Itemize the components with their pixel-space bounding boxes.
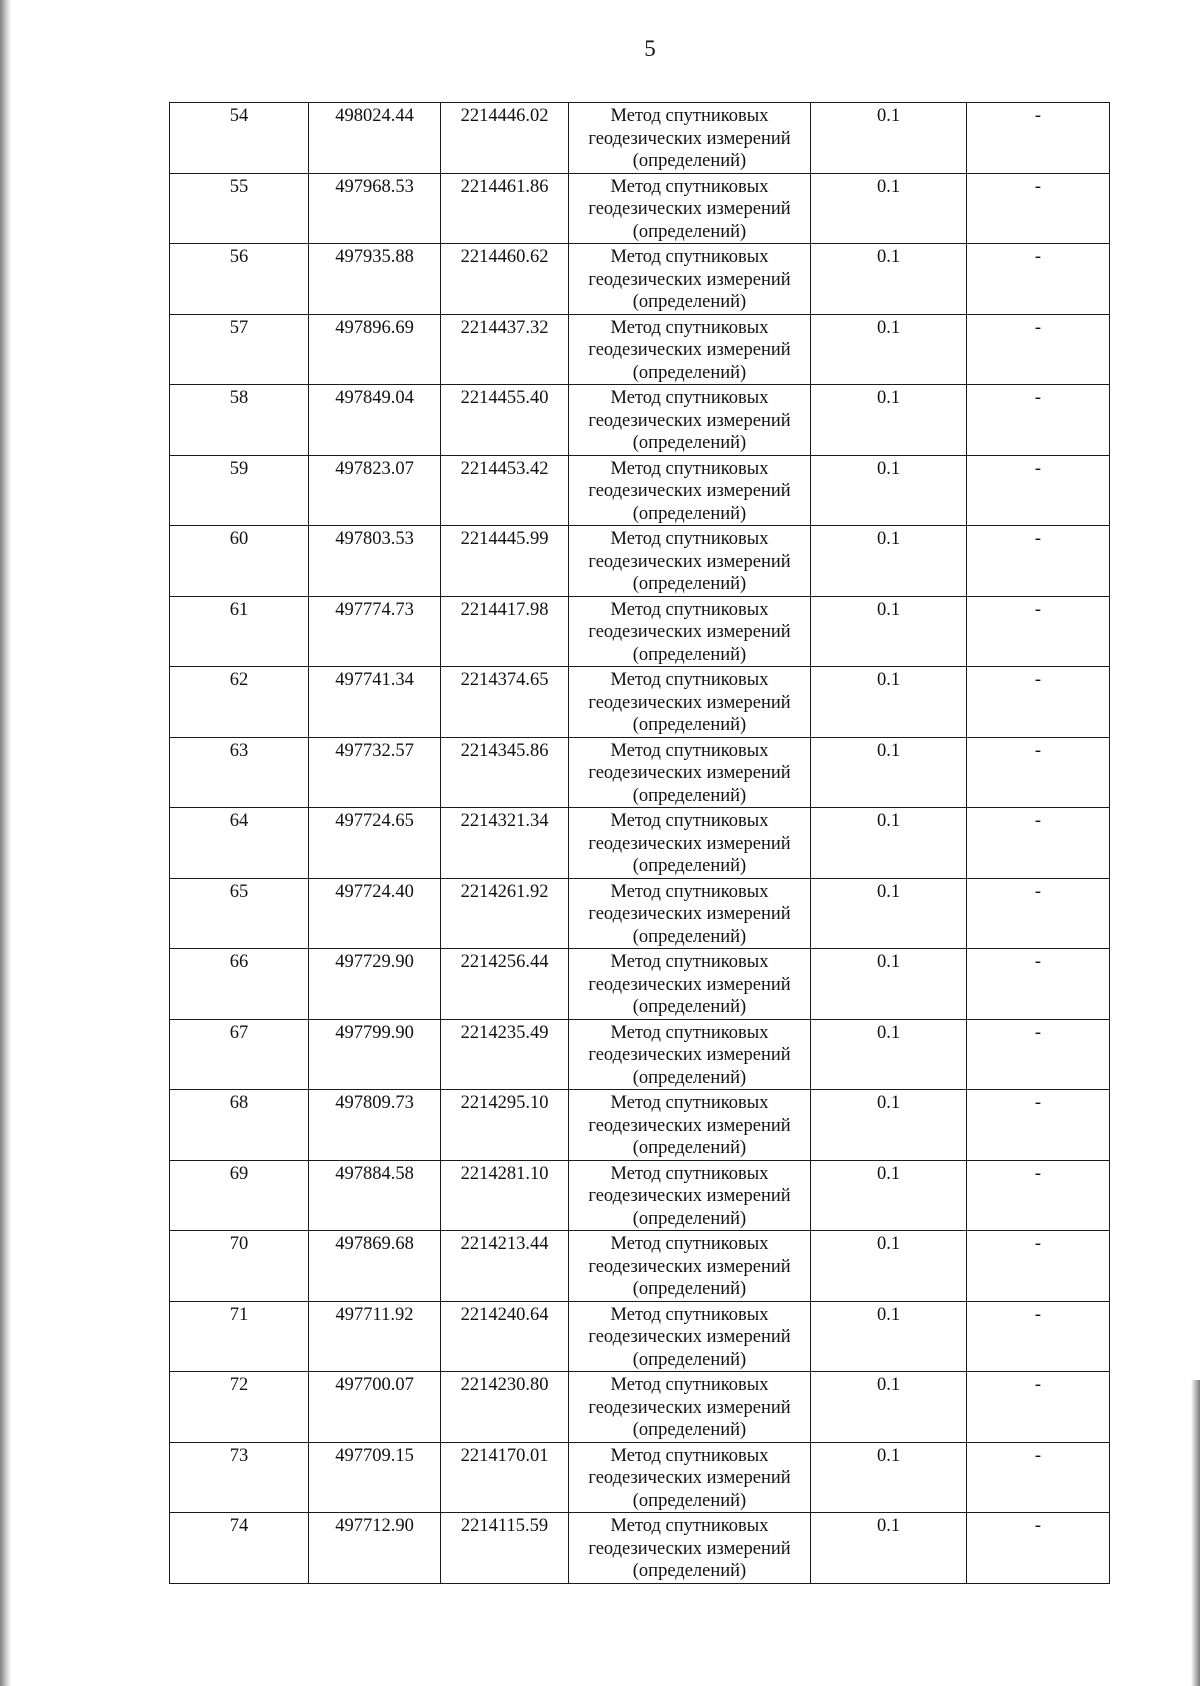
accuracy-cell: 0.1 [811, 103, 967, 174]
y-coordinate-cell: 2214437.32 [441, 314, 569, 385]
accuracy-cell: 0.1 [811, 1090, 967, 1161]
table-row [170, 385, 1110, 456]
note-cell: - [967, 1231, 1110, 1302]
table-row [170, 1019, 1110, 1090]
note-cell: - [967, 1301, 1110, 1372]
note-cell: - [967, 949, 1110, 1020]
table-row [170, 949, 1110, 1020]
method-cell: Метод спутниковых геодезических измерений (определений) [569, 1160, 811, 1231]
note-cell: - [967, 1160, 1110, 1231]
note-cell: - [967, 314, 1110, 385]
point-number-cell: 54 [170, 103, 309, 174]
y-coordinate-cell: 2214230.80 [441, 1372, 569, 1443]
x-coordinate-cell: 497700.07 [309, 1372, 441, 1443]
x-coordinate-cell: 497732.57 [309, 737, 441, 808]
y-coordinate-cell: 2214417.98 [441, 596, 569, 667]
table-row [170, 1513, 1110, 1584]
method-cell: Метод спутниковых геодезических измерений (определений) [569, 1090, 811, 1161]
y-coordinate-cell: 2214213.44 [441, 1231, 569, 1302]
note-cell: - [967, 1442, 1110, 1513]
accuracy-cell: 0.1 [811, 455, 967, 526]
point-number-cell: 58 [170, 385, 309, 456]
method-cell: Метод спутниковых геодезических измерений (определений) [569, 103, 811, 174]
note-cell: - [967, 737, 1110, 808]
x-coordinate-cell: 497849.04 [309, 385, 441, 456]
accuracy-cell: 0.1 [811, 808, 967, 879]
point-number-cell: 69 [170, 1160, 309, 1231]
table-row [170, 596, 1110, 667]
x-coordinate-cell: 497809.73 [309, 1090, 441, 1161]
x-coordinate-cell: 497741.34 [309, 667, 441, 738]
x-coordinate-cell: 497869.68 [309, 1231, 441, 1302]
table-row [170, 1372, 1110, 1443]
coordinates-table-body [170, 103, 1110, 1584]
accuracy-cell: 0.1 [811, 1372, 967, 1443]
note-cell: - [967, 808, 1110, 879]
y-coordinate-cell: 2214455.40 [441, 385, 569, 456]
method-cell: Метод спутниковых геодезических измерений (определений) [569, 385, 811, 456]
method-cell: Метод спутниковых геодезических измерений (определений) [569, 173, 811, 244]
point-number-cell: 57 [170, 314, 309, 385]
x-coordinate-cell: 497774.73 [309, 596, 441, 667]
note-cell: - [967, 244, 1110, 315]
method-cell: Метод спутниковых геодезических измерений (определений) [569, 1513, 811, 1584]
point-number-cell: 73 [170, 1442, 309, 1513]
table-row [170, 667, 1110, 738]
table-row [170, 878, 1110, 949]
point-number-cell: 61 [170, 596, 309, 667]
point-number-cell: 70 [170, 1231, 309, 1302]
note-cell: - [967, 173, 1110, 244]
y-coordinate-cell: 2214235.49 [441, 1019, 569, 1090]
y-coordinate-cell: 2214374.65 [441, 667, 569, 738]
point-number-cell: 71 [170, 1301, 309, 1372]
accuracy-cell: 0.1 [811, 878, 967, 949]
y-coordinate-cell: 2214461.86 [441, 173, 569, 244]
note-cell: - [967, 1372, 1110, 1443]
note-cell: - [967, 526, 1110, 597]
x-coordinate-cell: 497935.88 [309, 244, 441, 315]
note-cell: - [967, 103, 1110, 174]
point-number-cell: 56 [170, 244, 309, 315]
table-row [170, 1160, 1110, 1231]
method-cell: Метод спутниковых геодезических измерений (определений) [569, 1231, 811, 1302]
x-coordinate-cell: 498024.44 [309, 103, 441, 174]
point-number-cell: 63 [170, 737, 309, 808]
y-coordinate-cell: 2214345.86 [441, 737, 569, 808]
x-coordinate-cell: 497968.53 [309, 173, 441, 244]
y-coordinate-cell: 2214240.64 [441, 1301, 569, 1372]
y-coordinate-cell: 2214460.62 [441, 244, 569, 315]
x-coordinate-cell: 497896.69 [309, 314, 441, 385]
note-cell: - [967, 455, 1110, 526]
note-cell: - [967, 1019, 1110, 1090]
method-cell: Метод спутниковых геодезических измерений (определений) [569, 1442, 811, 1513]
x-coordinate-cell: 497803.53 [309, 526, 441, 597]
x-coordinate-cell: 497711.92 [309, 1301, 441, 1372]
table-row [170, 1301, 1110, 1372]
table-row [170, 808, 1110, 879]
accuracy-cell: 0.1 [811, 1160, 967, 1231]
method-cell: Метод спутниковых геодезических измерений (определений) [569, 1372, 811, 1443]
note-cell: - [967, 878, 1110, 949]
accuracy-cell: 0.1 [811, 1513, 967, 1584]
y-coordinate-cell: 2214261.92 [441, 878, 569, 949]
point-number-cell: 55 [170, 173, 309, 244]
accuracy-cell: 0.1 [811, 314, 967, 385]
table-row [170, 1090, 1110, 1161]
accuracy-cell: 0.1 [811, 667, 967, 738]
accuracy-cell: 0.1 [811, 244, 967, 315]
method-cell: Метод спутниковых геодезических измерений (определений) [569, 526, 811, 597]
y-coordinate-cell: 2214295.10 [441, 1090, 569, 1161]
point-number-cell: 74 [170, 1513, 309, 1584]
point-number-cell: 66 [170, 949, 309, 1020]
method-cell: Метод спутниковых геодезических измерений (определений) [569, 808, 811, 879]
accuracy-cell: 0.1 [811, 1442, 967, 1513]
y-coordinate-cell: 2214115.59 [441, 1513, 569, 1584]
method-cell: Метод спутниковых геодезических измерений (определений) [569, 667, 811, 738]
note-cell: - [967, 596, 1110, 667]
accuracy-cell: 0.1 [811, 949, 967, 1020]
note-cell: - [967, 667, 1110, 738]
y-coordinate-cell: 2214453.42 [441, 455, 569, 526]
point-number-cell: 65 [170, 878, 309, 949]
table-row [170, 103, 1110, 174]
point-number-cell: 59 [170, 455, 309, 526]
page-number: 5 [644, 36, 656, 61]
point-number-cell: 68 [170, 1090, 309, 1161]
scan-edge-shadow [0, 0, 12, 1686]
method-cell: Метод спутниковых геодезических измерений (определений) [569, 1301, 811, 1372]
table-row [170, 244, 1110, 315]
point-number-cell: 64 [170, 808, 309, 879]
scan-edge-shadow-right [1191, 1380, 1200, 1686]
y-coordinate-cell: 2214281.10 [441, 1160, 569, 1231]
x-coordinate-cell: 497709.15 [309, 1442, 441, 1513]
accuracy-cell: 0.1 [811, 596, 967, 667]
point-number-cell: 60 [170, 526, 309, 597]
y-coordinate-cell: 2214321.34 [441, 808, 569, 879]
table-row [170, 455, 1110, 526]
method-cell: Метод спутниковых геодезических измерений (определений) [569, 244, 811, 315]
method-cell: Метод спутниковых геодезических измерений (определений) [569, 949, 811, 1020]
point-number-cell: 62 [170, 667, 309, 738]
y-coordinate-cell: 2214256.44 [441, 949, 569, 1020]
x-coordinate-cell: 497799.90 [309, 1019, 441, 1090]
y-coordinate-cell: 2214170.01 [441, 1442, 569, 1513]
table-row [170, 173, 1110, 244]
method-cell: Метод спутниковых геодезических измерений (определений) [569, 878, 811, 949]
table-row [170, 1231, 1110, 1302]
y-coordinate-cell: 2214445.99 [441, 526, 569, 597]
method-cell: Метод спутниковых геодезических измерений (определений) [569, 455, 811, 526]
point-number-cell: 72 [170, 1372, 309, 1443]
x-coordinate-cell: 497823.07 [309, 455, 441, 526]
table-row [170, 737, 1110, 808]
y-coordinate-cell: 2214446.02 [441, 103, 569, 174]
note-cell: - [967, 1513, 1110, 1584]
x-coordinate-cell: 497884.58 [309, 1160, 441, 1231]
table-row [170, 314, 1110, 385]
accuracy-cell: 0.1 [811, 526, 967, 597]
accuracy-cell: 0.1 [811, 173, 967, 244]
x-coordinate-cell: 497729.90 [309, 949, 441, 1020]
accuracy-cell: 0.1 [811, 1301, 967, 1372]
note-cell: - [967, 1090, 1110, 1161]
accuracy-cell: 0.1 [811, 385, 967, 456]
method-cell: Метод спутниковых геодезических измерений (определений) [569, 596, 811, 667]
x-coordinate-cell: 497712.90 [309, 1513, 441, 1584]
method-cell: Метод спутниковых геодезических измерений (определений) [569, 314, 811, 385]
note-cell: - [967, 385, 1110, 456]
method-cell: Метод спутниковых геодезических измерений (определений) [569, 1019, 811, 1090]
accuracy-cell: 0.1 [811, 1231, 967, 1302]
accuracy-cell: 0.1 [811, 737, 967, 808]
table-row [170, 1442, 1110, 1513]
x-coordinate-cell: 497724.65 [309, 808, 441, 879]
coordinates-table [169, 102, 1110, 1584]
table-row [170, 526, 1110, 597]
x-coordinate-cell: 497724.40 [309, 878, 441, 949]
accuracy-cell: 0.1 [811, 1019, 967, 1090]
point-number-cell: 67 [170, 1019, 309, 1090]
method-cell: Метод спутниковых геодезических измерений (определений) [569, 737, 811, 808]
